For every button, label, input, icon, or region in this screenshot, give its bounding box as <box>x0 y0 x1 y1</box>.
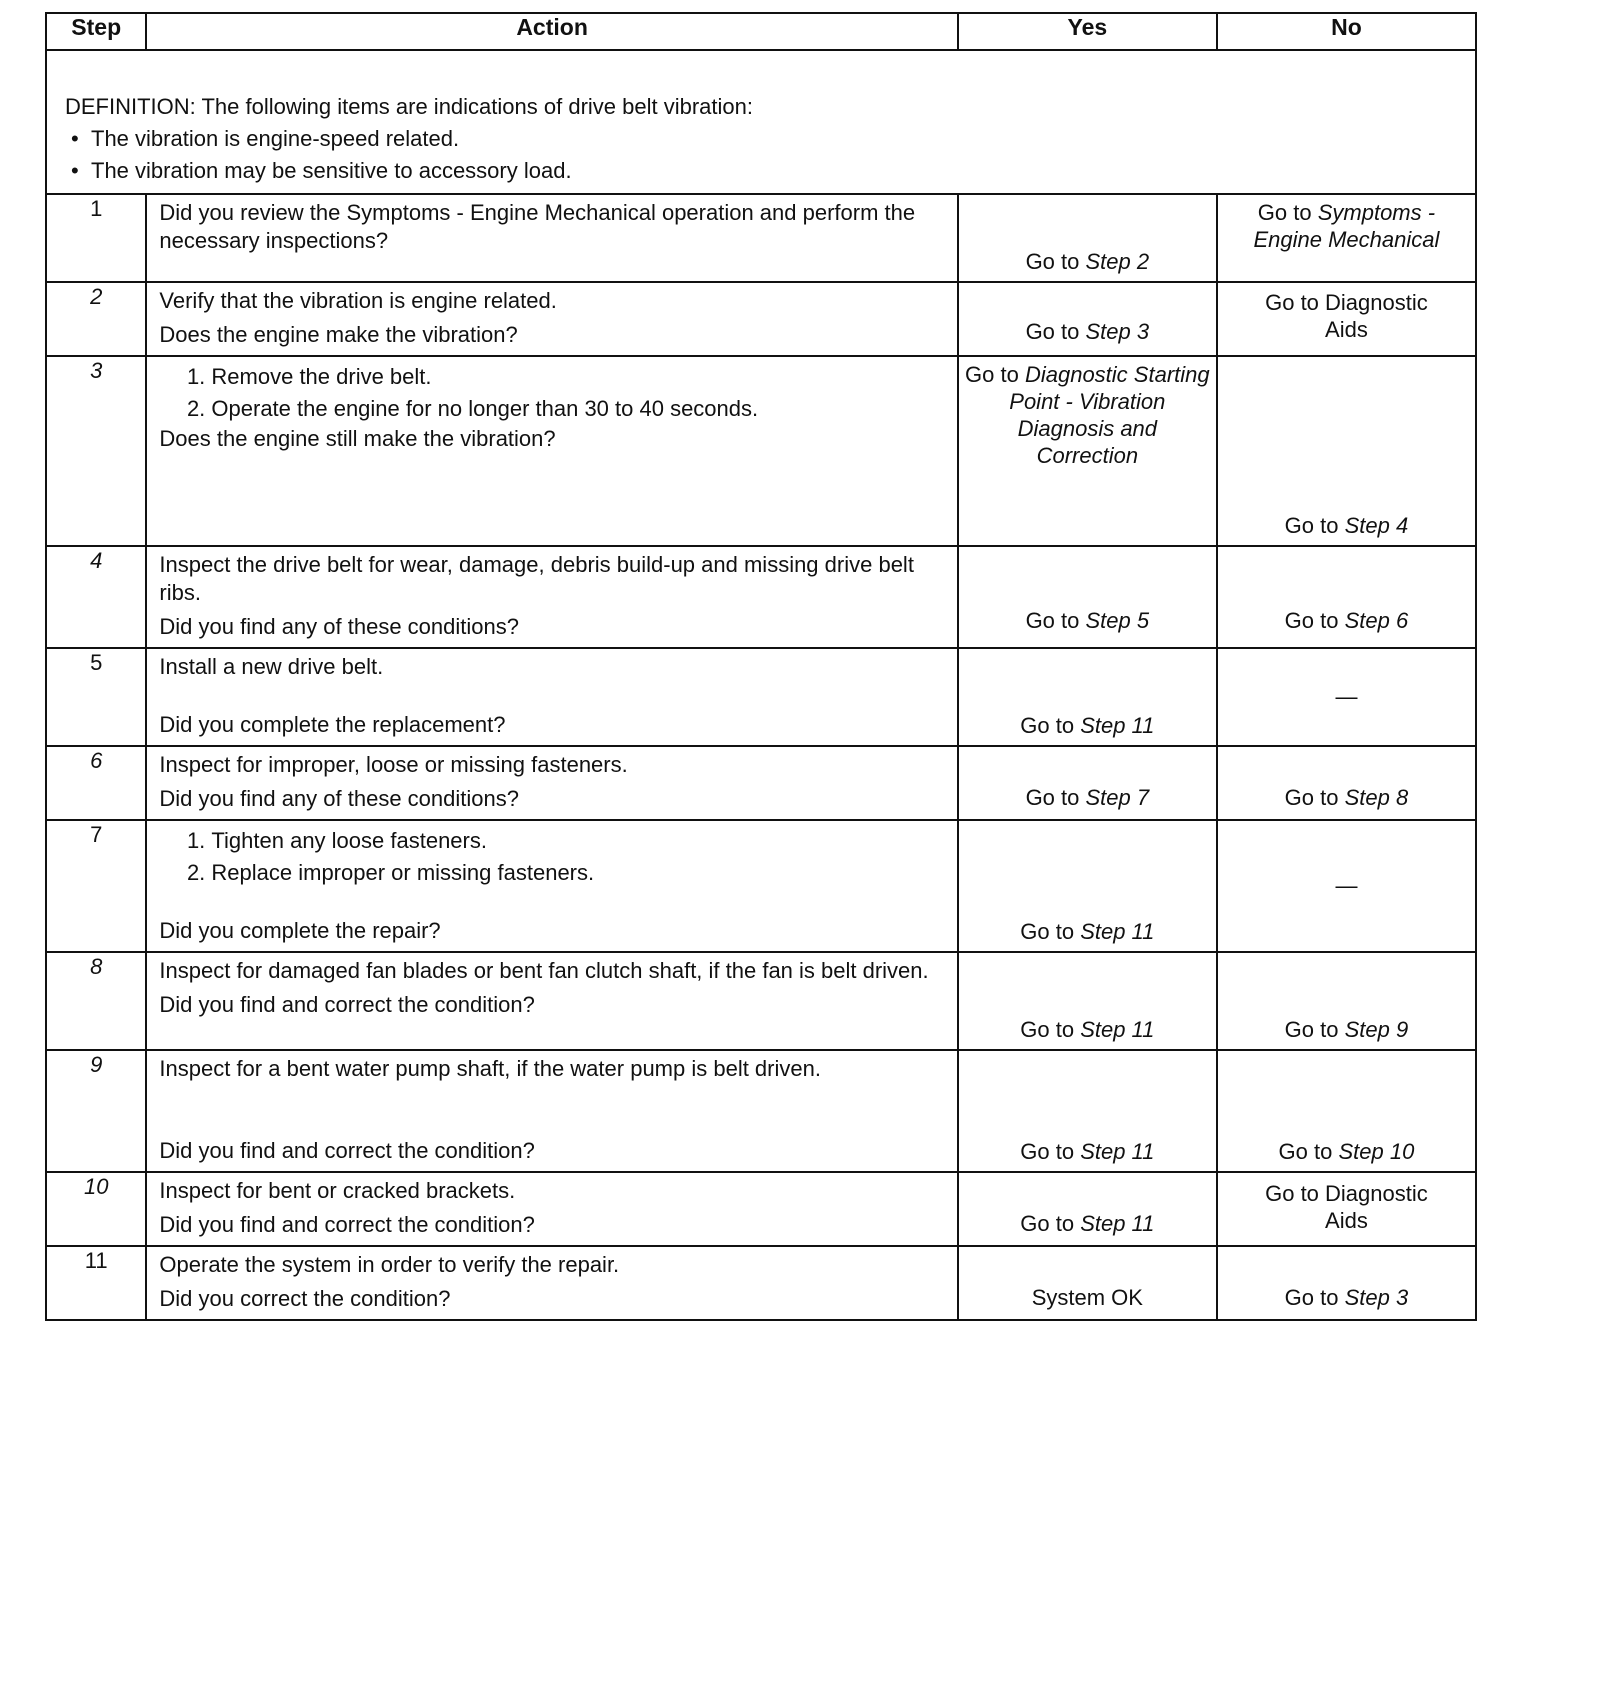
question-text: Does the engine make the vibration? <box>159 322 518 347</box>
yes-cell <box>958 1246 1217 1320</box>
no-cell <box>1217 648 1476 746</box>
no-prefix: Go to <box>1278 1139 1333 1164</box>
no-result <box>1224 1284 1469 1311</box>
yes-cell <box>958 820 1217 952</box>
action-cell <box>146 546 957 648</box>
question-text: Did you correct the condition? <box>159 1286 451 1311</box>
action-cell <box>146 820 957 952</box>
step-number: 11 <box>46 1246 146 1320</box>
header-yes: Yes <box>958 13 1217 50</box>
yes-cell <box>958 356 1217 546</box>
action-cell <box>146 1172 957 1246</box>
question-text: Did you find and correct the condition? <box>159 1138 535 1163</box>
yes-result: System OK <box>1031 1285 1143 1310</box>
step-number: 8 <box>46 952 146 1050</box>
no-cell <box>1217 282 1476 356</box>
no-cell <box>1217 1172 1476 1246</box>
table-row <box>46 1246 1476 1320</box>
action-text: Inspect for a bent water pump shaft, if the water pump is belt driven. <box>159 1056 821 1081</box>
yes-result <box>965 607 1210 634</box>
action-list <box>159 361 944 425</box>
yes-cell <box>958 1050 1217 1172</box>
yes-prefix: Go to <box>965 362 1019 387</box>
yes-result <box>965 1210 1210 1237</box>
step-number: 5 <box>46 648 146 746</box>
yes-link[interactable]: Step 11 <box>1080 919 1155 944</box>
no-result <box>1224 199 1469 253</box>
no-link[interactable]: Step 4 <box>1344 513 1409 538</box>
step-number: 1 <box>46 194 146 282</box>
no-cell <box>1217 1246 1476 1320</box>
yes-link[interactable]: Step 11 <box>1080 1139 1155 1164</box>
no-link[interactable]: Symptoms - Engine Mechanical <box>1253 200 1440 252</box>
no-result[interactable]: Go to Diagnostic Aids <box>1265 1181 1428 1233</box>
yes-link[interactable]: Diagnostic Starting Point - Vibration Diagnosis and Correction <box>1009 362 1210 468</box>
yes-prefix: Go to <box>1020 1211 1075 1236</box>
no-cell <box>1217 194 1476 282</box>
action-list-item: 1. Tighten any loose fasteners. <box>211 825 944 857</box>
yes-prefix: Go to <box>1025 319 1080 344</box>
table-row <box>46 1172 1476 1246</box>
no-result <box>1224 512 1469 539</box>
no-prefix: Go to <box>1257 200 1312 225</box>
yes-prefix: Go to <box>1020 919 1075 944</box>
yes-result <box>965 361 1210 469</box>
action-cell <box>146 746 957 820</box>
question-text: Does the engine still make the vibration? <box>159 426 556 451</box>
question-text: Did you find and correct the condition? <box>159 992 535 1017</box>
yes-result <box>965 248 1210 275</box>
no-result: — <box>1335 683 1358 709</box>
yes-prefix: Go to <box>1020 1017 1075 1042</box>
header-step: Step <box>46 13 146 50</box>
action-cell <box>146 1050 957 1172</box>
question-text: Did you find and correct the condition? <box>159 1212 535 1237</box>
yes-link[interactable]: Step 3 <box>1085 319 1150 344</box>
yes-result <box>965 712 1210 739</box>
no-result <box>1224 1138 1469 1165</box>
yes-prefix: Go to <box>1025 249 1080 274</box>
no-cell <box>1217 546 1476 648</box>
yes-prefix: Go to <box>1020 713 1075 738</box>
no-result <box>1224 607 1469 634</box>
question-text: Did you find any of these conditions? <box>159 786 519 811</box>
no-link[interactable]: Step 6 <box>1344 608 1409 633</box>
action-text: Install a new drive belt. <box>159 654 384 679</box>
yes-result <box>965 318 1210 345</box>
question-text: Did you complete the repair? <box>159 918 441 943</box>
yes-result <box>965 1016 1210 1043</box>
no-link[interactable]: Step 10 <box>1338 1139 1415 1164</box>
action-cell <box>146 648 957 746</box>
yes-prefix: Go to <box>1025 785 1080 810</box>
no-cell <box>1217 1050 1476 1172</box>
header-action: Action <box>146 13 957 50</box>
no-link[interactable]: Step 8 <box>1344 785 1409 810</box>
yes-result <box>965 1138 1210 1165</box>
action-cell <box>146 356 957 546</box>
header-row <box>46 13 1476 50</box>
no-result: — <box>1335 872 1358 898</box>
yes-link[interactable]: Step 11 <box>1080 1211 1155 1236</box>
step-number: 2 <box>46 282 146 356</box>
diagnostic-table <box>45 12 1477 1321</box>
action-text: Verify that the vibration is engine related. <box>159 288 557 313</box>
action-text: Inspect for improper, loose or missing fasteners. <box>159 752 628 777</box>
yes-cell <box>958 546 1217 648</box>
yes-link[interactable]: Step 7 <box>1085 785 1150 810</box>
table-row <box>46 820 1476 952</box>
yes-link[interactable]: Step 11 <box>1080 713 1155 738</box>
no-cell <box>1217 952 1476 1050</box>
step-number: 3 <box>46 356 146 546</box>
yes-cell <box>958 746 1217 820</box>
no-cell <box>1217 820 1476 952</box>
no-cell <box>1217 746 1476 820</box>
no-result <box>1224 784 1469 811</box>
no-prefix: Go to <box>1284 608 1339 633</box>
step-number: 9 <box>46 1050 146 1172</box>
step-number: 10 <box>46 1172 146 1246</box>
step-number: 7 <box>46 820 146 952</box>
no-cell <box>1217 356 1476 546</box>
table-row <box>46 282 1476 356</box>
yes-prefix: Go to <box>1025 608 1080 633</box>
action-cell <box>146 1246 957 1320</box>
no-link[interactable]: Step 3 <box>1344 1285 1409 1310</box>
yes-prefix: Go to <box>1020 1139 1075 1164</box>
definition-list <box>65 123 1457 187</box>
action-cell <box>146 194 957 282</box>
action-cell <box>146 282 957 356</box>
yes-result <box>965 784 1210 811</box>
definition-bullet: • The vibration is engine-speed related. <box>65 123 1457 155</box>
yes-cell <box>958 1172 1217 1246</box>
yes-link[interactable]: Step 11 <box>1080 1017 1155 1042</box>
no-result[interactable]: Go to Diagnostic Aids <box>1265 290 1428 342</box>
action-cell <box>146 952 957 1050</box>
action-list-item: 2. Operate the engine for no longer than 30 to 40 seconds. <box>211 393 944 425</box>
table-row <box>46 356 1476 546</box>
table-row <box>46 648 1476 746</box>
header-no: No <box>1217 13 1476 50</box>
table-row <box>46 1050 1476 1172</box>
question-text: Did you find any of these conditions? <box>159 614 519 639</box>
step-number: 4 <box>46 546 146 648</box>
table-row <box>46 194 1476 282</box>
action-text: Did you review the Symptoms - Engine Mechanical operation and perform the necessary inspections? <box>159 200 916 253</box>
action-text: Operate the system in order to verify the repair. <box>159 1252 620 1277</box>
no-link[interactable]: Step 9 <box>1344 1017 1409 1042</box>
yes-cell <box>958 194 1217 282</box>
yes-result <box>965 918 1210 945</box>
table-row <box>46 546 1476 648</box>
no-prefix: Go to <box>1284 513 1339 538</box>
no-result <box>1224 1016 1469 1043</box>
yes-cell <box>958 648 1217 746</box>
yes-cell <box>958 952 1217 1050</box>
action-text: Inspect for damaged fan blades or bent fan clutch shaft, if the fan is belt driven. <box>159 958 929 983</box>
yes-link[interactable]: Step 2 <box>1085 249 1150 274</box>
question-text: Did you complete the replacement? <box>159 712 506 737</box>
definition-bullet: • The vibration may be sensitive to accessory load. <box>65 155 1457 187</box>
step-number: 6 <box>46 746 146 820</box>
action-list-item: 1. Remove the drive belt. <box>211 361 944 393</box>
action-list-item: 2. Replace improper or missing fasteners. <box>211 857 944 889</box>
table-row <box>46 746 1476 820</box>
action-list <box>159 825 944 889</box>
yes-cell <box>958 282 1217 356</box>
no-prefix: Go to <box>1284 1017 1339 1042</box>
action-text: Inspect for bent or cracked brackets. <box>159 1178 516 1203</box>
no-prefix: Go to <box>1284 1285 1339 1310</box>
no-prefix: Go to <box>1284 785 1339 810</box>
table-row <box>46 952 1476 1050</box>
yes-link[interactable]: Step 5 <box>1085 608 1150 633</box>
definition-text: DEFINITION: The following items are indications of drive belt vibration: <box>65 94 753 119</box>
definition-cell <box>46 50 1476 194</box>
action-text: Inspect the drive belt for wear, damage, debris build-up and missing drive belt ribs. <box>159 552 914 605</box>
definition-row <box>46 50 1476 194</box>
